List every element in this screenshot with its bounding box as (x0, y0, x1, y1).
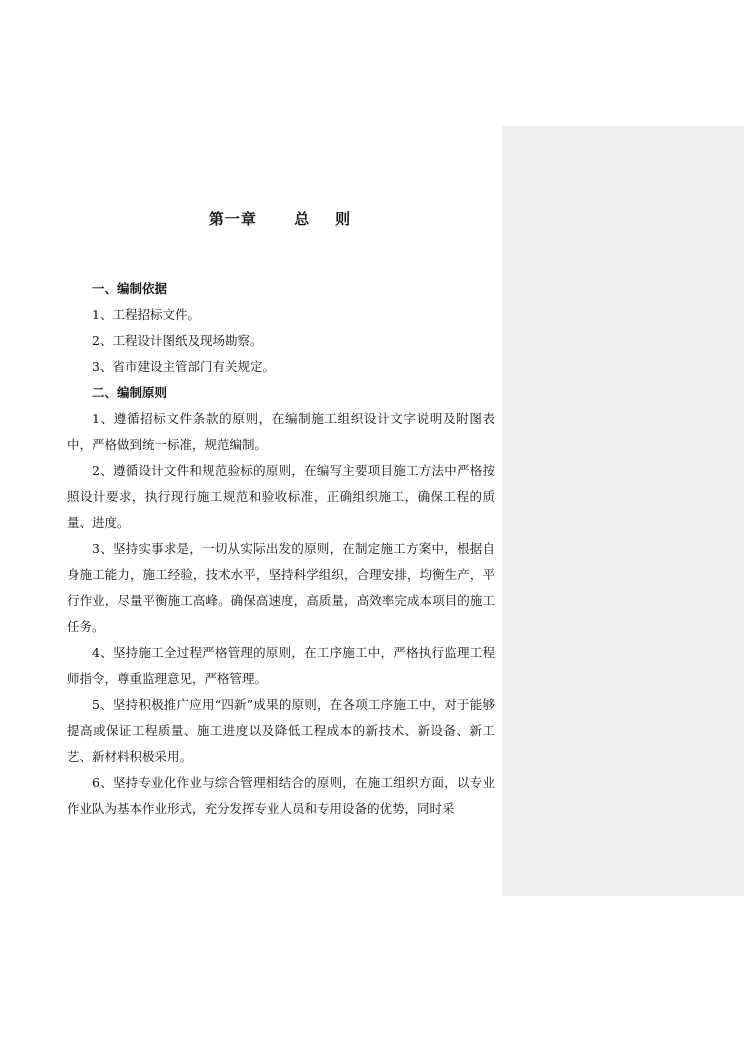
principle-paragraph-1: 1、遵循招标文件条款的原则，在编制施工组织设计文字说明及附图表中，严格做到统一标准，规范编制。 (67, 411, 495, 452)
basis-item-1: 1、工程招标文件。 (92, 307, 200, 322)
principle-paragraph-3: 3、坚持实事求是，一切从实际出发的原则，在制定施工方案中，根据自身施工能力，施工经验，技术水平，坚持科学组织，合理安排，均衡生产，平行作业，尽量平衡施工高峰。确保高速度，高质量，高效率完成本项目的施工任务。 (67, 541, 495, 634)
chapter-title: 第一章 总 则 (208, 210, 352, 228)
comment-pane (502, 126, 744, 896)
basis-item-2: 2、工程设计图纸及现场勘察。 (92, 333, 263, 348)
document-body (67, 276, 495, 822)
section-heading-basis: 一、编制依据 (92, 281, 168, 296)
principle-paragraph-6: 6、坚持专业化作业与综合管理相结合的原则，在施工组织方面，以专业作业队为基本作业形式，充分发挥专业人员和专用设备的优势，同时采 (67, 775, 495, 816)
basis-item-3: 3、省市建设主管部门有关规定。 (92, 359, 275, 374)
principle-paragraph-4: 4、坚持施工全过程严格管理的原则，在工序施工中，严格执行监理工程师指令，尊重监理意见，严格管理。 (67, 645, 495, 686)
principle-paragraph-2: 2、遵循设计文件和规范验标的原则，在编写主要项目施工方法中严格按照设计要求，执行现行施工规范和验收标准，正确组织施工，确保工程的质量、进度。 (67, 463, 495, 530)
principle-paragraph-5: 5、坚持积极推广应用“四新”成果的原则，在各项工序施工中，对于能够提高或保证工程质量、施工进度以及降低工程成本的新技术、新设备、新工艺、新材料积极采用。 (67, 697, 495, 764)
section-heading-principles: 二、编制原则 (92, 385, 168, 400)
